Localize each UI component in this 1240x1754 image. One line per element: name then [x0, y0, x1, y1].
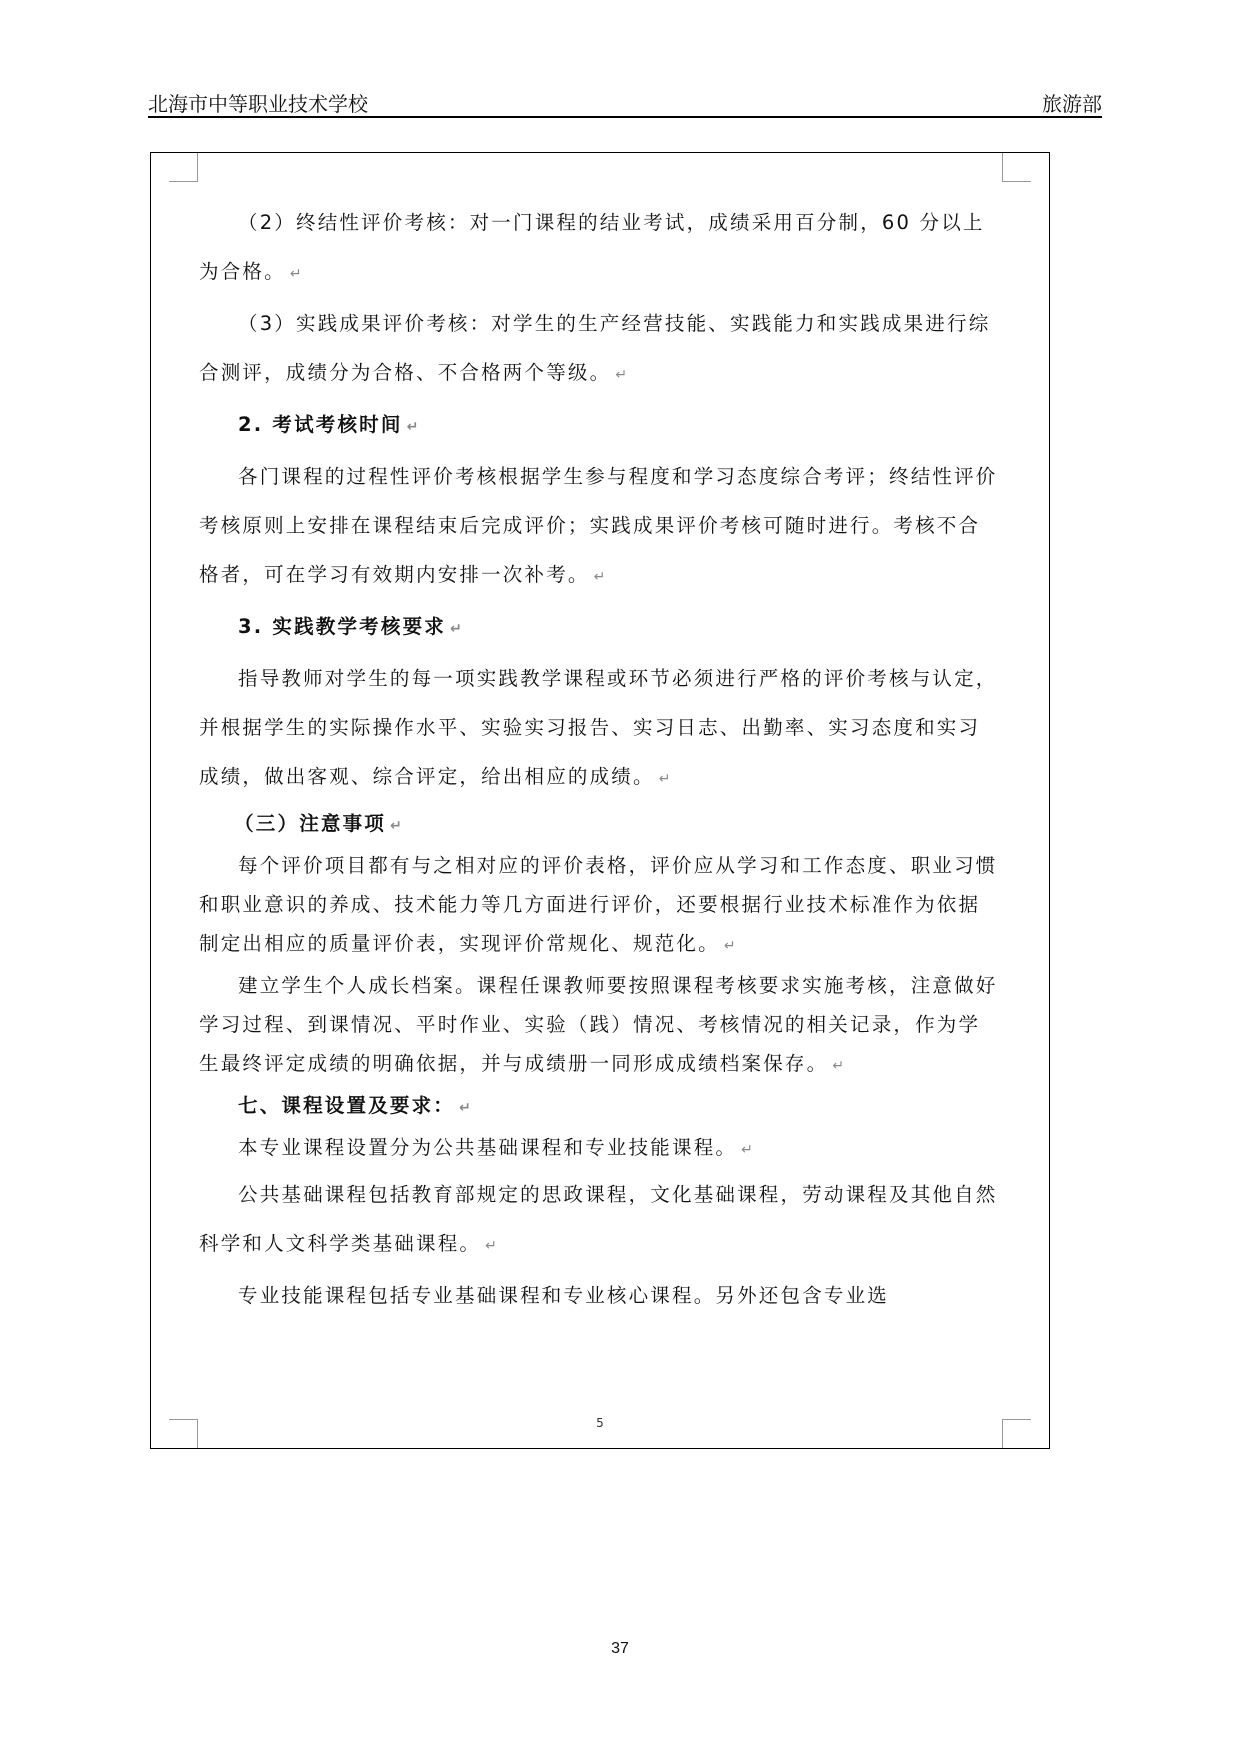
embedded-page-frame: [150, 152, 1050, 1449]
section-heading: 2. 考试考核时间 ↵: [238, 413, 419, 436]
document-body: [199, 198, 999, 1320]
inner-page-number: 5: [596, 1416, 604, 1430]
running-header: [148, 88, 1102, 118]
paragraph: （2）终结性评价考核：对一门课程的结业考试，成绩采用百分制，60 分以上为合格。 ↵: [199, 211, 985, 283]
section-heading: 七、课程设置及要求： ↵: [238, 1094, 471, 1117]
section-heading: 3. 实践教学考核要求 ↵: [238, 615, 462, 638]
paragraph: 指导教师对学生的每一项实践教学课程或环节必须进行严格的评价考核与认定，并根据学生的实际操作水平、实验实习报告、实习日志、出勤率、实习态度和实习成绩，做出客观、综合评定，给出相应的成绩。 ↵: [199, 667, 998, 788]
paragraph: 建立学生个人成长档案。课程任课教师要按照课程考核要求实施考核，注意做好学习过程、到课情况、平时作业、实验（践）情况、考核情况的相关记录，作为学生最终评定成绩的明确依据，并与成绩册一同形成成绩档案保存。 ↵: [199, 974, 998, 1075]
school-name: 北海市中等职业技术学校: [148, 92, 368, 116]
page-number: 37: [611, 1640, 629, 1657]
paragraph: 专业技能课程包括专业基础课程和专业核心课程。另外还包含专业选: [238, 1284, 890, 1307]
department-name: 旅游部: [1042, 92, 1102, 116]
crop-mark-top-left: [169, 153, 198, 182]
paragraph: 本专业课程设置分为公共基础课程和专业技能课程。 ↵: [238, 1136, 753, 1159]
crop-mark-top-right: [1002, 153, 1031, 182]
paragraph: （3）实践成果评价考核：对学生的生产经营技能、实践能力和实践成果进行综合测评，成绩分为合格、不合格两个等级。 ↵: [199, 312, 991, 384]
paragraph: 公共基础课程包括教育部规定的思政课程，文化基础课程，劳动课程及其他自然科学和人文科学类基础课程。 ↵: [199, 1183, 998, 1255]
paragraph: 每个评价项目都有与之相对应的评价表格，评价应从学习和工作态度、职业习惯和职业意识的养成、技术能力等几方面进行评价，还要根据行业技术标准作为依据制定出相应的质量评价表，实现评价常规化、规范化。 ↵: [199, 854, 998, 955]
section-heading: （三）注意事项 ↵: [234, 812, 402, 835]
paragraph: 各门课程的过程性评价考核根据学生参与程度和学习态度综合考评；终结性评价考核原则上安排在课程结束后完成评价；实践成果评价考核可随时进行。考核不合格者，可在学习有效期内安排一次补考。 ↵: [199, 465, 998, 586]
